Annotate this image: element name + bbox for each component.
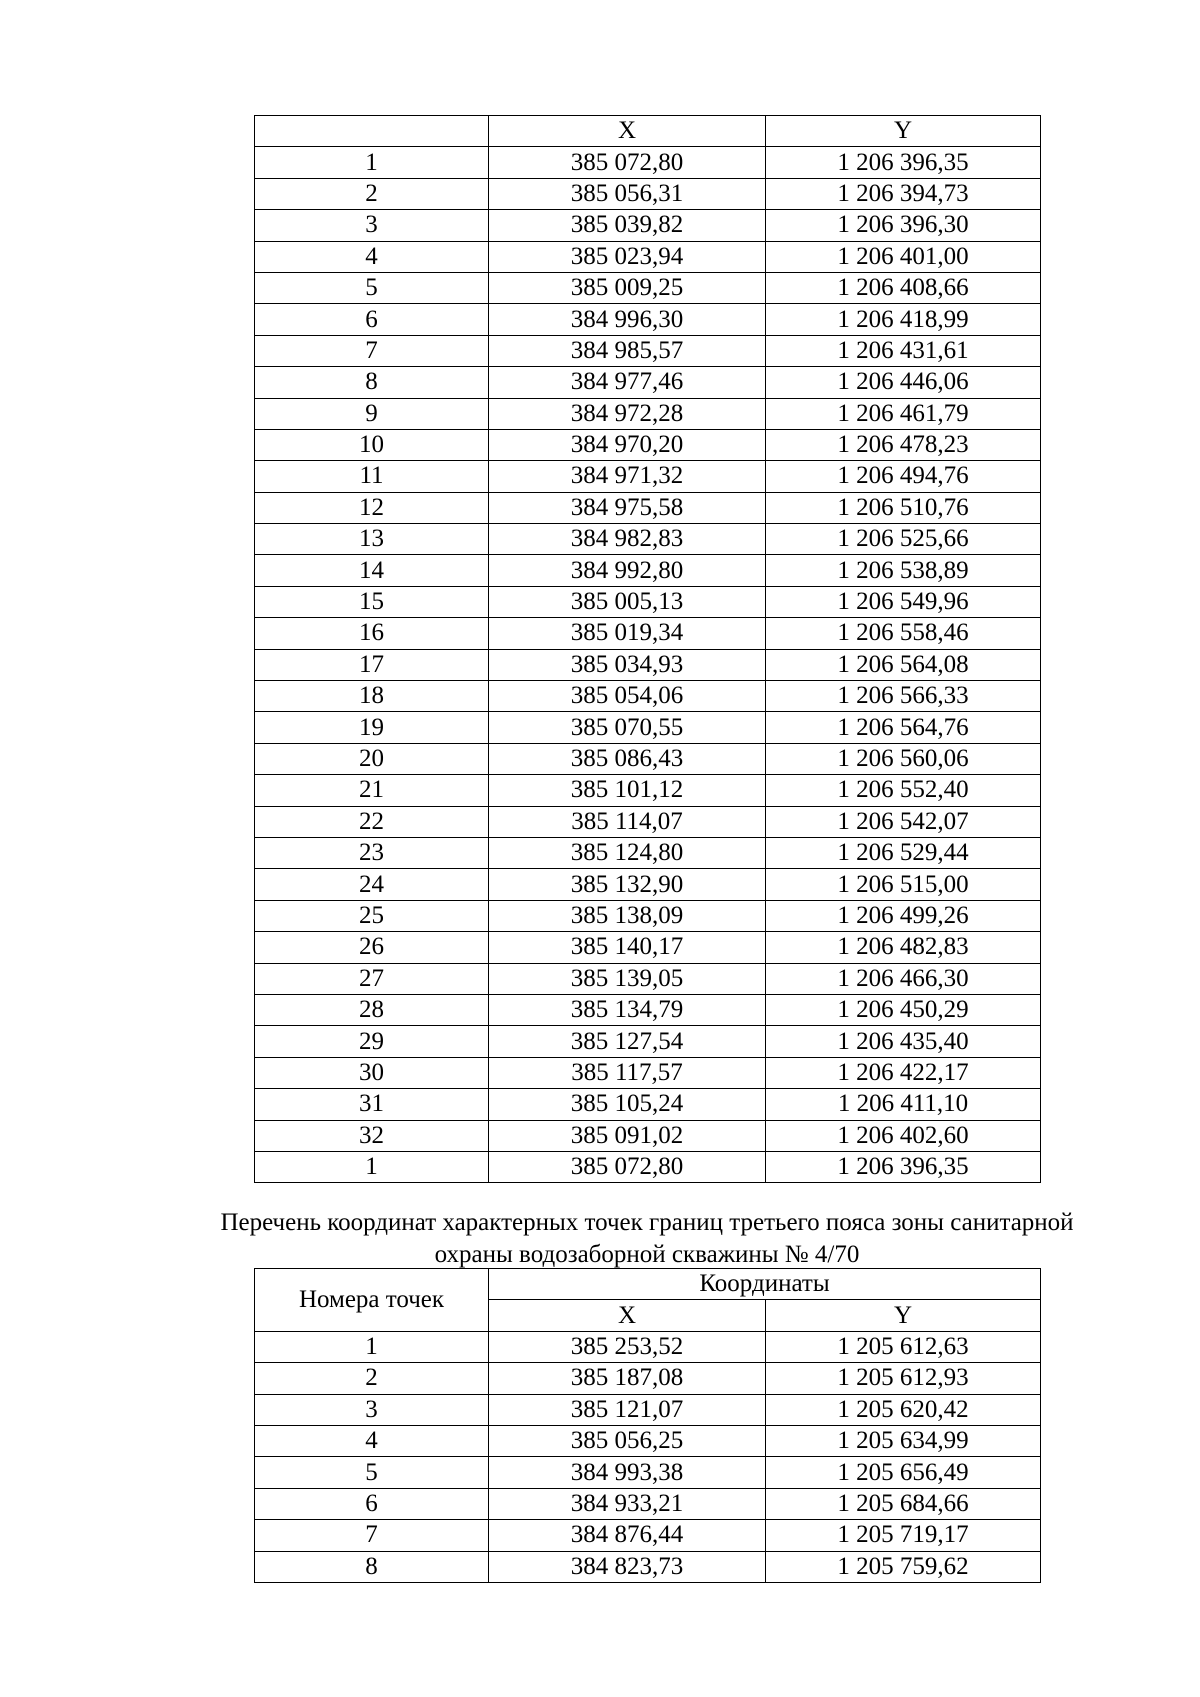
table-row bbox=[255, 1520, 1041, 1551]
y-coordinate-cell: 1 206 510,76 bbox=[766, 492, 1041, 523]
y-coordinate-cell: 1 206 401,00 bbox=[766, 241, 1041, 272]
y-coordinate-cell: 1 206 529,44 bbox=[766, 837, 1041, 868]
y-coordinate-cell: 1 205 719,17 bbox=[766, 1520, 1041, 1551]
point-number-cell: 11 bbox=[255, 461, 489, 492]
y-coordinate-cell: 1 206 542,07 bbox=[766, 806, 1041, 837]
x-coordinate-cell: 385 056,31 bbox=[489, 178, 766, 209]
y-coordinate-cell: 1 206 538,89 bbox=[766, 555, 1041, 586]
table-row bbox=[255, 994, 1041, 1025]
table-row bbox=[255, 869, 1041, 900]
point-number-cell: 6 bbox=[255, 1488, 489, 1519]
table-row bbox=[255, 1425, 1041, 1456]
y-coordinate-cell: 1 206 552,40 bbox=[766, 775, 1041, 806]
point-number-cell: 16 bbox=[255, 618, 489, 649]
table-header-row bbox=[255, 1269, 1041, 1300]
header-cell-empty bbox=[255, 116, 489, 147]
point-number-cell: 18 bbox=[255, 681, 489, 712]
point-number-cell: 12 bbox=[255, 492, 489, 523]
x-coordinate-cell: 385 023,94 bbox=[489, 241, 766, 272]
x-coordinate-cell: 384 971,32 bbox=[489, 461, 766, 492]
point-number-cell: 15 bbox=[255, 586, 489, 617]
x-coordinate-cell: 385 072,80 bbox=[489, 1151, 766, 1182]
table-row bbox=[255, 178, 1041, 209]
y-coordinate-cell: 1 206 558,46 bbox=[766, 618, 1041, 649]
table-caption bbox=[150, 1207, 1144, 1271]
table-body bbox=[255, 1269, 1041, 1583]
x-coordinate-cell: 385 009,25 bbox=[489, 272, 766, 303]
table-row bbox=[255, 963, 1041, 994]
point-number-cell: 32 bbox=[255, 1120, 489, 1151]
point-number-cell: 1 bbox=[255, 1151, 489, 1182]
y-coordinate-cell: 1 206 394,73 bbox=[766, 178, 1041, 209]
y-coordinate-cell: 1 206 564,08 bbox=[766, 649, 1041, 680]
point-number-cell: 22 bbox=[255, 806, 489, 837]
y-coordinate-cell: 1 206 450,29 bbox=[766, 994, 1041, 1025]
y-coordinate-cell: 1 205 620,42 bbox=[766, 1394, 1041, 1425]
x-coordinate-cell: 385 121,07 bbox=[489, 1394, 766, 1425]
header-cell-y: Y bbox=[766, 116, 1041, 147]
table-row bbox=[255, 524, 1041, 555]
x-coordinate-cell: 384 972,28 bbox=[489, 398, 766, 429]
header-cell-x: X bbox=[489, 116, 766, 147]
x-coordinate-cell: 384 933,21 bbox=[489, 1488, 766, 1519]
point-number-cell: 8 bbox=[255, 1551, 489, 1582]
point-number-cell: 3 bbox=[255, 1394, 489, 1425]
point-number-cell: 4 bbox=[255, 241, 489, 272]
table-row bbox=[255, 147, 1041, 178]
x-coordinate-cell: 385 253,52 bbox=[489, 1331, 766, 1362]
x-coordinate-cell: 385 134,79 bbox=[489, 994, 766, 1025]
table-row bbox=[255, 304, 1041, 335]
y-coordinate-cell: 1 206 566,33 bbox=[766, 681, 1041, 712]
x-coordinate-cell: 385 105,24 bbox=[489, 1089, 766, 1120]
table-row bbox=[255, 492, 1041, 523]
y-coordinate-cell: 1 206 478,23 bbox=[766, 429, 1041, 460]
x-coordinate-cell: 384 876,44 bbox=[489, 1520, 766, 1551]
table-row bbox=[255, 837, 1041, 868]
x-coordinate-cell: 384 977,46 bbox=[489, 367, 766, 398]
point-number-cell: 28 bbox=[255, 994, 489, 1025]
table-body bbox=[255, 116, 1041, 1183]
y-coordinate-cell: 1 205 634,99 bbox=[766, 1425, 1041, 1456]
point-number-cell: 4 bbox=[255, 1425, 489, 1456]
y-coordinate-cell: 1 206 418,99 bbox=[766, 304, 1041, 335]
point-number-cell: 5 bbox=[255, 272, 489, 303]
table-row bbox=[255, 555, 1041, 586]
x-coordinate-cell: 385 039,82 bbox=[489, 210, 766, 241]
x-coordinate-cell: 385 187,08 bbox=[489, 1363, 766, 1394]
point-number-cell: 26 bbox=[255, 932, 489, 963]
table-row bbox=[255, 806, 1041, 837]
table-row bbox=[255, 272, 1041, 303]
table-row bbox=[255, 367, 1041, 398]
table-row bbox=[255, 1551, 1041, 1582]
point-number-cell: 1 bbox=[255, 1331, 489, 1362]
point-number-cell: 19 bbox=[255, 712, 489, 743]
table-row bbox=[255, 461, 1041, 492]
y-coordinate-cell: 1 206 402,60 bbox=[766, 1120, 1041, 1151]
point-number-cell: 7 bbox=[255, 1520, 489, 1551]
x-coordinate-cell: 385 127,54 bbox=[489, 1026, 766, 1057]
x-coordinate-cell: 385 140,17 bbox=[489, 932, 766, 963]
point-number-cell: 23 bbox=[255, 837, 489, 868]
x-coordinate-cell: 385 114,07 bbox=[489, 806, 766, 837]
y-coordinate-cell: 1 206 396,30 bbox=[766, 210, 1041, 241]
x-coordinate-cell: 384 975,58 bbox=[489, 492, 766, 523]
x-coordinate-cell: 385 019,34 bbox=[489, 618, 766, 649]
point-number-cell: 13 bbox=[255, 524, 489, 555]
header-cell-coordinates: Координаты bbox=[489, 1269, 1041, 1300]
header-cell-point-numbers: Номера точек bbox=[255, 1269, 489, 1332]
table-row bbox=[255, 1394, 1041, 1425]
y-coordinate-cell: 1 206 549,96 bbox=[766, 586, 1041, 617]
x-coordinate-cell: 385 117,57 bbox=[489, 1057, 766, 1088]
point-number-cell: 1 bbox=[255, 147, 489, 178]
table-row bbox=[255, 398, 1041, 429]
table-row bbox=[255, 618, 1041, 649]
table-row bbox=[255, 1363, 1041, 1394]
point-number-cell: 30 bbox=[255, 1057, 489, 1088]
table-row bbox=[255, 681, 1041, 712]
point-number-cell: 31 bbox=[255, 1089, 489, 1120]
y-coordinate-cell: 1 206 431,61 bbox=[766, 335, 1041, 366]
y-coordinate-cell: 1 206 482,83 bbox=[766, 932, 1041, 963]
y-coordinate-cell: 1 205 656,49 bbox=[766, 1457, 1041, 1488]
point-number-cell: 5 bbox=[255, 1457, 489, 1488]
point-number-cell: 20 bbox=[255, 743, 489, 774]
table-row bbox=[255, 743, 1041, 774]
table-row bbox=[255, 210, 1041, 241]
header-cell-y: Y bbox=[766, 1300, 1041, 1331]
x-coordinate-cell: 384 970,20 bbox=[489, 429, 766, 460]
table-row bbox=[255, 1331, 1041, 1362]
point-number-cell: 25 bbox=[255, 900, 489, 931]
table-row bbox=[255, 1457, 1041, 1488]
caption-line-2: охраны водозаборной скважины № 4/70 bbox=[434, 1241, 860, 1268]
x-coordinate-cell: 385 139,05 bbox=[489, 963, 766, 994]
x-coordinate-cell: 385 070,55 bbox=[489, 712, 766, 743]
x-coordinate-cell: 385 101,12 bbox=[489, 775, 766, 806]
table-row bbox=[255, 241, 1041, 272]
table-row bbox=[255, 1026, 1041, 1057]
x-coordinate-cell: 385 124,80 bbox=[489, 837, 766, 868]
table-row bbox=[255, 586, 1041, 617]
x-coordinate-cell: 385 091,02 bbox=[489, 1120, 766, 1151]
y-coordinate-cell: 1 206 466,30 bbox=[766, 963, 1041, 994]
table-row bbox=[255, 1089, 1041, 1120]
point-number-cell: 2 bbox=[255, 178, 489, 209]
table-row bbox=[255, 429, 1041, 460]
table-row bbox=[255, 932, 1041, 963]
y-coordinate-cell: 1 206 494,76 bbox=[766, 461, 1041, 492]
header-cell-x: X bbox=[489, 1300, 766, 1331]
x-coordinate-cell: 385 072,80 bbox=[489, 147, 766, 178]
table-row bbox=[255, 335, 1041, 366]
table-row bbox=[255, 1057, 1041, 1088]
y-coordinate-cell: 1 206 515,00 bbox=[766, 869, 1041, 900]
y-coordinate-cell: 1 205 759,62 bbox=[766, 1551, 1041, 1582]
point-number-cell: 9 bbox=[255, 398, 489, 429]
y-coordinate-cell: 1 206 564,76 bbox=[766, 712, 1041, 743]
y-coordinate-cell: 1 205 612,93 bbox=[766, 1363, 1041, 1394]
x-coordinate-cell: 385 138,09 bbox=[489, 900, 766, 931]
y-coordinate-cell: 1 205 612,63 bbox=[766, 1331, 1041, 1362]
point-number-cell: 24 bbox=[255, 869, 489, 900]
y-coordinate-cell: 1 206 499,26 bbox=[766, 900, 1041, 931]
point-number-cell: 17 bbox=[255, 649, 489, 680]
point-number-cell: 2 bbox=[255, 1363, 489, 1394]
table-row bbox=[255, 1151, 1041, 1182]
y-coordinate-cell: 1 206 408,66 bbox=[766, 272, 1041, 303]
coordinates-table-continued bbox=[254, 115, 1041, 1183]
y-coordinate-cell: 1 206 435,40 bbox=[766, 1026, 1041, 1057]
x-coordinate-cell: 384 996,30 bbox=[489, 304, 766, 335]
x-coordinate-cell: 384 985,57 bbox=[489, 335, 766, 366]
y-coordinate-cell: 1 206 461,79 bbox=[766, 398, 1041, 429]
table-header-row bbox=[255, 116, 1041, 147]
y-coordinate-cell: 1 206 525,66 bbox=[766, 524, 1041, 555]
y-coordinate-cell: 1 206 396,35 bbox=[766, 147, 1041, 178]
point-number-cell: 3 bbox=[255, 210, 489, 241]
table-row bbox=[255, 712, 1041, 743]
point-number-cell: 8 bbox=[255, 367, 489, 398]
point-number-cell: 29 bbox=[255, 1026, 489, 1057]
table-row bbox=[255, 1120, 1041, 1151]
point-number-cell: 7 bbox=[255, 335, 489, 366]
x-coordinate-cell: 385 034,93 bbox=[489, 649, 766, 680]
x-coordinate-cell: 385 056,25 bbox=[489, 1425, 766, 1456]
table-row bbox=[255, 775, 1041, 806]
x-coordinate-cell: 384 992,80 bbox=[489, 555, 766, 586]
y-coordinate-cell: 1 206 396,35 bbox=[766, 1151, 1041, 1182]
y-coordinate-cell: 1 206 446,06 bbox=[766, 367, 1041, 398]
table-row bbox=[255, 900, 1041, 931]
x-coordinate-cell: 385 005,13 bbox=[489, 586, 766, 617]
x-coordinate-cell: 384 993,38 bbox=[489, 1457, 766, 1488]
point-number-cell: 6 bbox=[255, 304, 489, 335]
x-coordinate-cell: 384 982,83 bbox=[489, 524, 766, 555]
x-coordinate-cell: 385 086,43 bbox=[489, 743, 766, 774]
point-number-cell: 21 bbox=[255, 775, 489, 806]
y-coordinate-cell: 1 206 411,10 bbox=[766, 1089, 1041, 1120]
y-coordinate-cell: 1 206 560,06 bbox=[766, 743, 1041, 774]
x-coordinate-cell: 385 132,90 bbox=[489, 869, 766, 900]
y-coordinate-cell: 1 206 422,17 bbox=[766, 1057, 1041, 1088]
third-zone-coordinates-table bbox=[254, 1268, 1041, 1583]
table-row bbox=[255, 1488, 1041, 1519]
point-number-cell: 27 bbox=[255, 963, 489, 994]
y-coordinate-cell: 1 205 684,66 bbox=[766, 1488, 1041, 1519]
x-coordinate-cell: 384 823,73 bbox=[489, 1551, 766, 1582]
caption-line-1: Перечень координат характерных точек границ третьего пояса зоны санитарной bbox=[220, 1209, 1074, 1236]
table-row bbox=[255, 649, 1041, 680]
x-coordinate-cell: 385 054,06 bbox=[489, 681, 766, 712]
point-number-cell: 14 bbox=[255, 555, 489, 586]
point-number-cell: 10 bbox=[255, 429, 489, 460]
